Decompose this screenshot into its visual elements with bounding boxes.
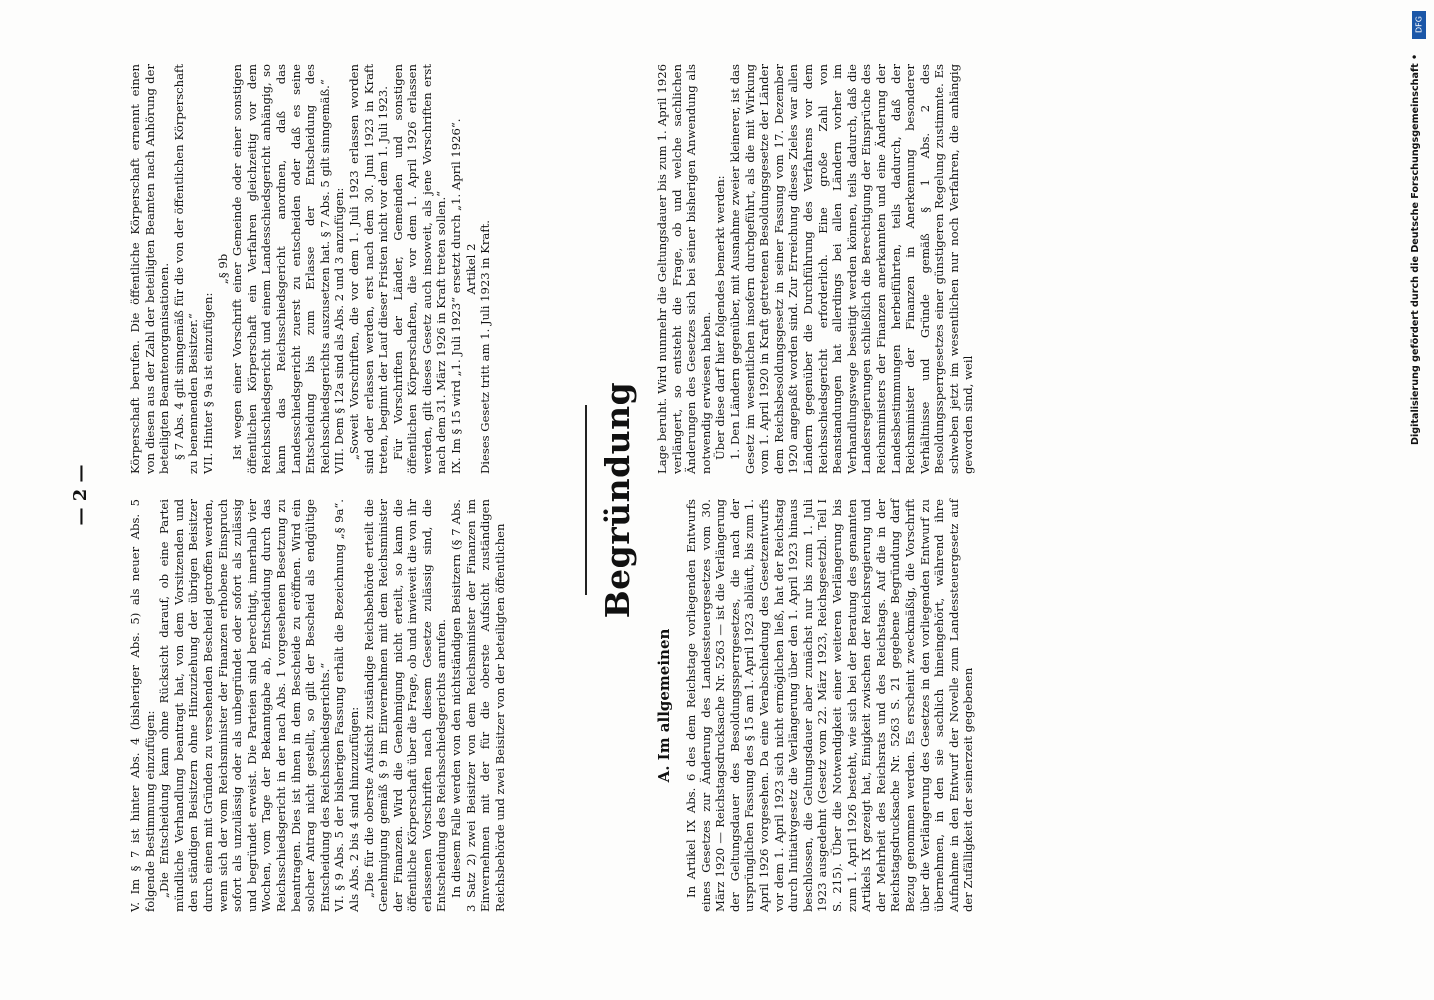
paragraph: „Die für die oberste Aufsicht zuständige Reichsbehörde erteilt die Genehmigung gemäß § 9 im Einvernehmen mit dem Reichsminister der Finanzen. Wird die Genehmigung nicht erteilt, so kann die öffentliche Körperschaft über die Frage, ob und inwieweit die von ihr erlassenen Vorschriften nach diesem Gesetze zulässig sind, die Entscheidung des Reichsschiedsgerichts anrufen. — [361, 499, 449, 912]
paragraph: Über diese darf hier folgendes bemerkt werden: — [713, 175, 728, 460]
article-title: Artikel 2 — [463, 243, 478, 295]
paragraph: VII. Hinter § 9a ist einzufügen: — [200, 292, 215, 474]
paragraph: „Die Entscheidung kann ohne Rücksicht darauf, ob eine Partei mündliche Verhandlung beantragt hat, von dem Vorsitzenden und den ständigen Beisitzern ohne Hinzuziehung der übrigen Beisitzer durch einen mit Gründen zu versehenden Bescheid getroffen werden, wenn sich der vom Reichsminister der Finanzen erhobene Einspruch sofort als unzulässig oder als unbegründet oder sofort als zulässig und begründet erweist. Die Parteien sind berechtigt, innerhalb vier Wochen, vom Tage der Bekanntgabe ab, Entscheidung durch das Reichsschiedsgericht in der nach Abs. 1 vorgesehenen Besetzung zu beantragen. Dies ist ihnen in dem Bescheide zu eröffnen. Wird ein solcher Antrag nicht gestellt, so gilt der Bescheid als endgültige Entscheidung des Reichsschiedsgerichts.“ — [157, 499, 332, 912]
begruendung-right-column — [655, 64, 976, 474]
section-subheading: A. Im allgemeinen — [655, 628, 673, 783]
paragraph: Körperschaft berufen. Die öffentliche Körperschaft ernennt einen von diesen aus der Zahl der beteiligten Beamten nach Anhörung der beteiligten Beamtenorganisationen. — [128, 64, 172, 474]
digitization-margin-note — [1406, 5, 1432, 445]
begruendung-heading: Begründung — [598, 381, 637, 619]
paragraph: Lage beruht. Wird nunmehr die Geltungsdauer bis zum 1. April 1926 verlängert, so entsteht die Frage, ob und welche sachlichen Änderungen des Gesetzes sich bei seiner bisherigen Anwendung als notwendig erwiesen haben. — [655, 64, 713, 474]
paragraph: VIII. Dem § 12a sind als Abs. 2 und 3 anzufügen: — [332, 187, 347, 474]
paragraph: Dieses Gesetz tritt am 1. Juli 1923 in Kraft. — [478, 220, 493, 474]
paragraph: V. Im § 7 ist hinter Abs. 4 (bisheriger Abs. 5) als neuer Abs. 5 folgende Bestimmung einzufügen: — [128, 499, 157, 912]
law-text-right-column — [128, 64, 493, 474]
section-title: „§ 9b — [215, 253, 230, 285]
begruendung-left-column — [684, 499, 976, 912]
law-text-left-column — [128, 499, 507, 912]
paragraph: Für Vorschriften der Länder, Gemeinden und sonstigen öffentlichen Körperschaften, die vor dem 1. April 1926 erlassen werden, gilt dieses Gesetz auch insoweit, als jene Vorschriften erst nach dem 31. März 1926 in Kraft treten sollen.“ — [390, 64, 449, 474]
paragraph: IX. Im § 15 wird „1. Juli 1923“ ersetzt durch „1. April 1926“. — [449, 118, 464, 474]
paragraph: In Artikel IX Abs. 6 des dem Reichstage vorliegenden Entwurfs eines Gesetzes zur Änderung des Landessteuergesetzes vom 30. März 1920 — Reichstagsdrucksache Nr. 5263 — ist die Verlängerung der Geltungsdauer des Besoldungssperrgesetzes, die nach der ursprünglichen Fassung des § 15 am 1. April 1923 abläuft, bis zum 1. April 1926 vorgesehen. Da eine Verabschiedung des Gesetzentwurfs vor dem 1. April 1923 sich nicht ermöglichen ließ, hat der Reichstag durch Initiativgesetz die Verlängerung über den 1. April 1923 hinaus beschlossen, die Geltungsdauer aber zunächst nur bis zum 1. Juli 1923 ausgedehnt (Gesetz vom 22. März 1923, Reichsgesetzbl. Teil I S. 215). Über die Notwendigkeit einer weiteren Verlängerung bis zum 1. April 1926 besteht, wie sich bei der Beratung des genannten Artikels IX gezeigt hat, Einigkeit zwischen der Reichsregierung und der Mehrheit des Reichsrats und des Reichstags. Auf die in der Reichstagsdrucksache Nr. 5263 S. 21 gegebene Begründung darf Bezug genommen werden. Es erscheint zweckmäßig, die Vorschrift über die Verlängerung des Gesetzes in den vorliegenden Entwurf zu übernehmen, in den sie sachlich hineingehört, während ihre Aufnahme in den Entwurf der Novelle zum Landessteuergesetz auf der Zufälligkeit der seinerzeit gegebenen — [684, 499, 976, 912]
paragraph: § 7 Abs. 4 gilt sinngemäß für die von der öffentlichen Körperschaft zu benennenden Beisitzer.“ — [171, 64, 201, 474]
separator-rule — [585, 405, 587, 595]
dfg-logo: DFG — [1412, 11, 1426, 39]
margin-note-text: Digitalisierung gefördert durch die Deutsche Forschungsgemeinschaft • — [1410, 53, 1421, 445]
paragraph: 1. Den Ländern gegenüber, mit Ausnahme zweier kleinerer, ist das Gesetz im wesentlichen insofern durchgeführt, als die mit Wirkung vom 1. April 1920 in Kraft getretenen Besoldungsgesetze der Länder dem Reichsbesoldungsgesetz in seiner Fassung vom 17. Dezember 1920 angepaßt worden sind. Zur Erreichung dieses Zieles war allen Ländern gegenüber die Durchführung des Verfahrens vor dem Reichsschiedsgericht erforderlich. Eine große Zahl von Beanstandungen hat allerdings bei allen Ländern vorher im Verhandlungswege beseitigt werden können, teils dadurch, daß die Landesregierungen schließlich die Berechtigung der Einsprüche des Reichsministers der Finanzen anerkannten und eine Änderung der Landesbestimmungen herbeiführten, teils dadurch, daß der Reichsminister der Finanzen in Anerkennung besonderer Verhältnisse und Gründe gemäß § 1 Abs. 2 des Besoldungssperrgesetzes einer günstigeren Regelung zustimmte. Es schweben jetzt im wesentlichen nur noch Verfahren, die anhängig geworden sind, weil — [727, 64, 976, 474]
paragraph: VI. § 9 Abs. 5 der bisherigen Fassung erhält die Bezeichnung „§ 9a“. Als Abs. 2 bis 4 sind hinzuzufügen: — [332, 499, 361, 912]
paragraph: In diesem Falle werden von den nichtständigen Beisitzern (§ 7 Abs. 3 Satz 2) zwei Beisitzer von dem Reichsminister der Finanzen im Einvernehmen mit der für die oberste Aufsicht zuständigen Reichsbehörde und zwei Beisitzer von der beteiligten öffentlichen — [449, 499, 507, 912]
page-number: — 2 — — [70, 464, 91, 526]
paragraph: Ist wegen einer Vorschrift einer Gemeinde oder einer sonstigen öffentlichen Körperschaft ein Verfahren gleichzeitig vor dem Reichsschiedsgericht und einem Landesschiedsgericht anhängig, so kann das Reichsschiedsgericht anordnen, daß das Landesschiedsgericht zuerst zu entscheiden oder daß es seine Entscheidung bis zum Erlasse der Entscheidung des Reichsschiedsgerichts auszusetzen hat. § 7 Abs. 5 gilt sinngemäß.“ — [230, 64, 332, 474]
paragraph: „Soweit Vorschriften, die vor dem 1. Juli 1923 erlassen worden sind oder erlassen werden, erst nach dem 30. Juni 1923 in Kraft treten, beginnt der Lauf dieser Fristen nicht vor dem 1. Juli 1923. — [346, 64, 391, 474]
